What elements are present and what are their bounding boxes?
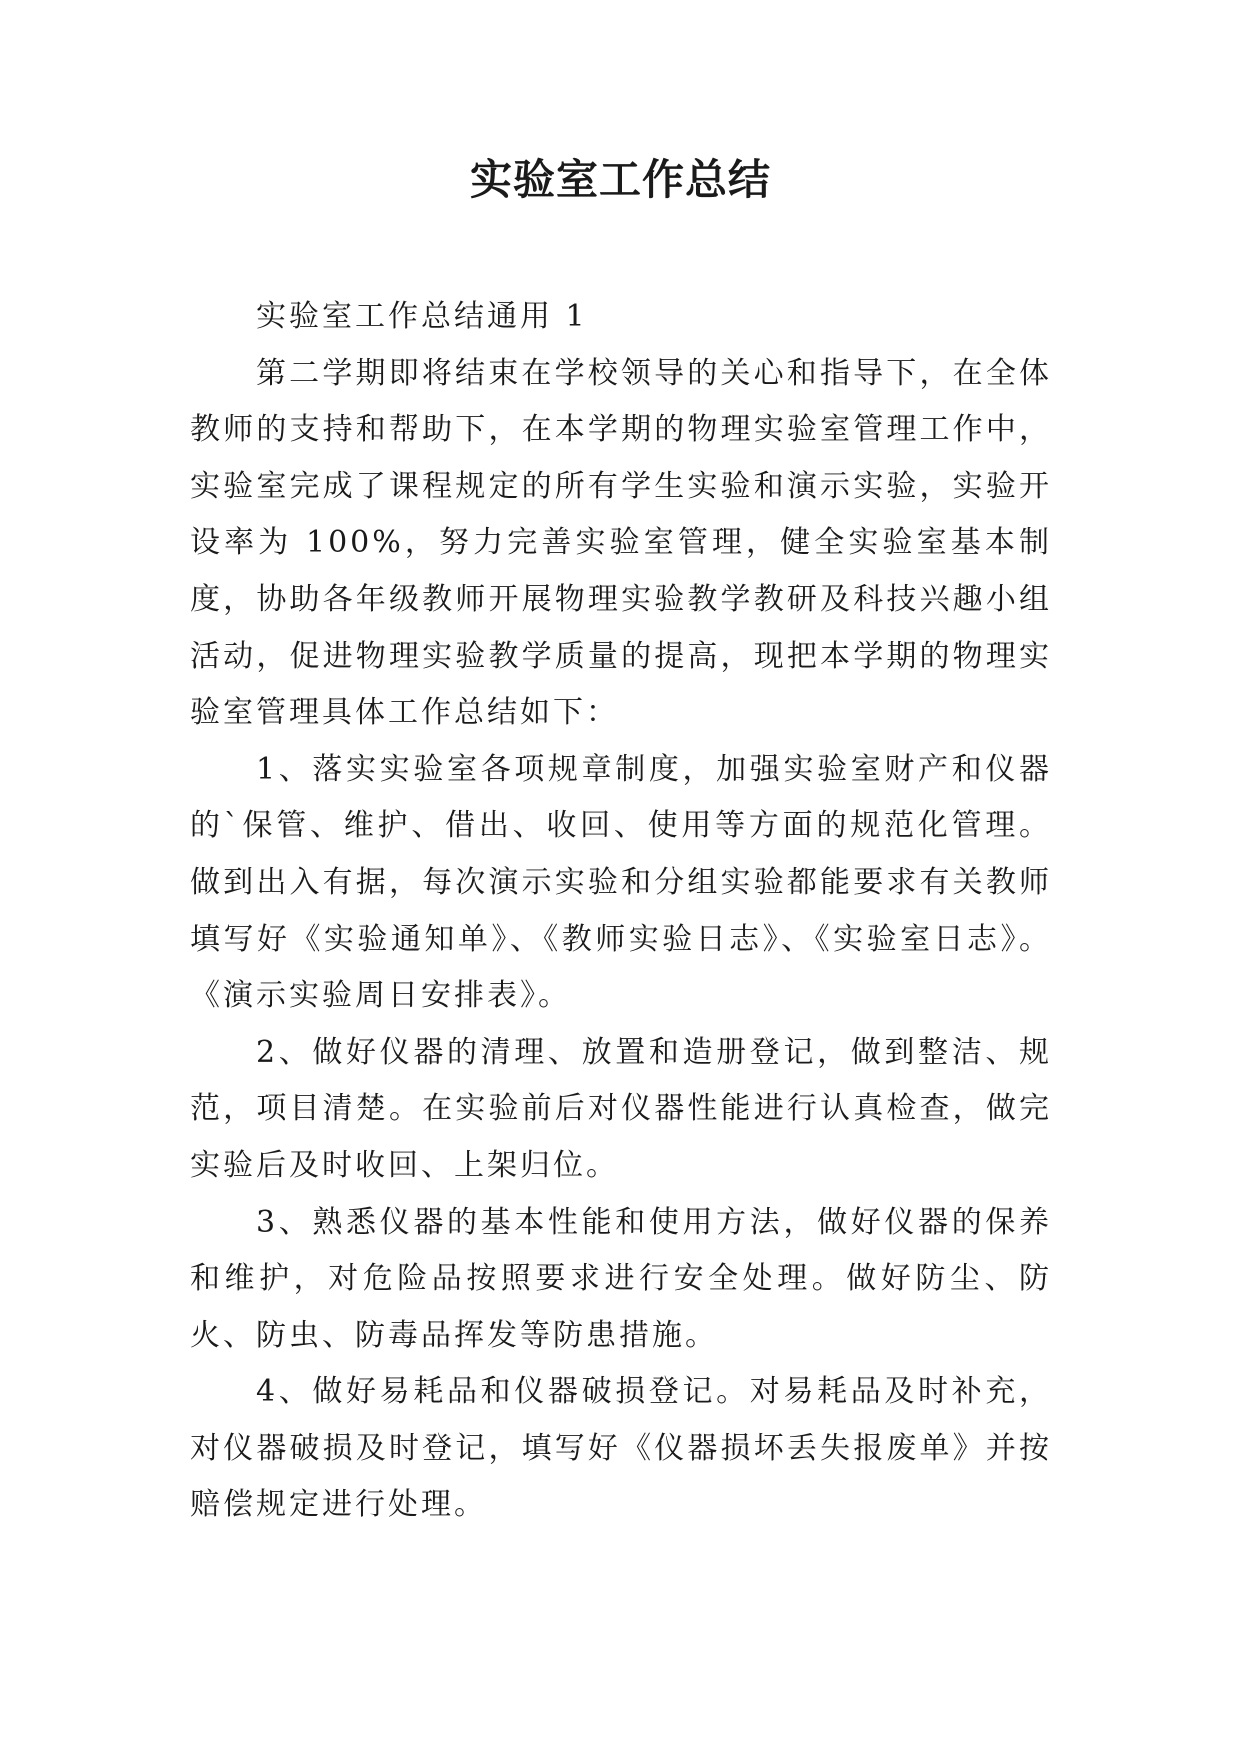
document-title: 实验室工作总结 bbox=[469, 155, 771, 204]
paragraph-item-3: 3、熟悉仪器的基本性能和使用方法，做好仪器的保养和维护，对危险品按照要求进行安全处理。做好防尘、防火、防虫、防毒品挥发等防患措施。 bbox=[190, 1204, 1052, 1353]
paragraph-item-4: 4、做好易耗品和仪器破损登记。对易耗品及时补充，对仪器破损及时登记，填写好《仪器损坏丢失报废单》并按赔偿规定进行处理。 bbox=[190, 1374, 1052, 1523]
paragraph-intro: 第二学期即将结束在学校领导的关心和指导下，在全体教师的支持和帮助下，在本学期的物理实验室管理工作中，实验室完成了课程规定的所有学生实验和演示实验，实验开设率为 100%，努力完善实验室管理，健全实验室基本制度，协助各年级教师开展物理实验教学教研及科技兴趣小组活动，促进物理实验教学质量的提高，现把本学期的物理实验室管理具体工作总结如下： bbox=[190, 355, 1052, 731]
document-body bbox=[190, 289, 1052, 1534]
paragraph-item-1: 1、落实实验室各项规章制度，加强实验室财产和仪器的`保管、维护、借出、收回、使用等方面的规范化管理。做到出入有据，每次演示实验和分组实验都能要求有关教师填写好《实验通知单》、《教师实验日志》、《实验室日志》。《演示实验周日安排表》。 bbox=[190, 751, 1052, 1014]
paragraph-item-2: 2、做好仪器的清理、放置和造册登记，做到整洁、规范，项目清楚。在实验前后对仪器性能进行认真检查，做完实验后及时收回、上架归位。 bbox=[190, 1034, 1052, 1183]
section-heading: 实验室工作总结通用 1 bbox=[256, 299, 588, 334]
